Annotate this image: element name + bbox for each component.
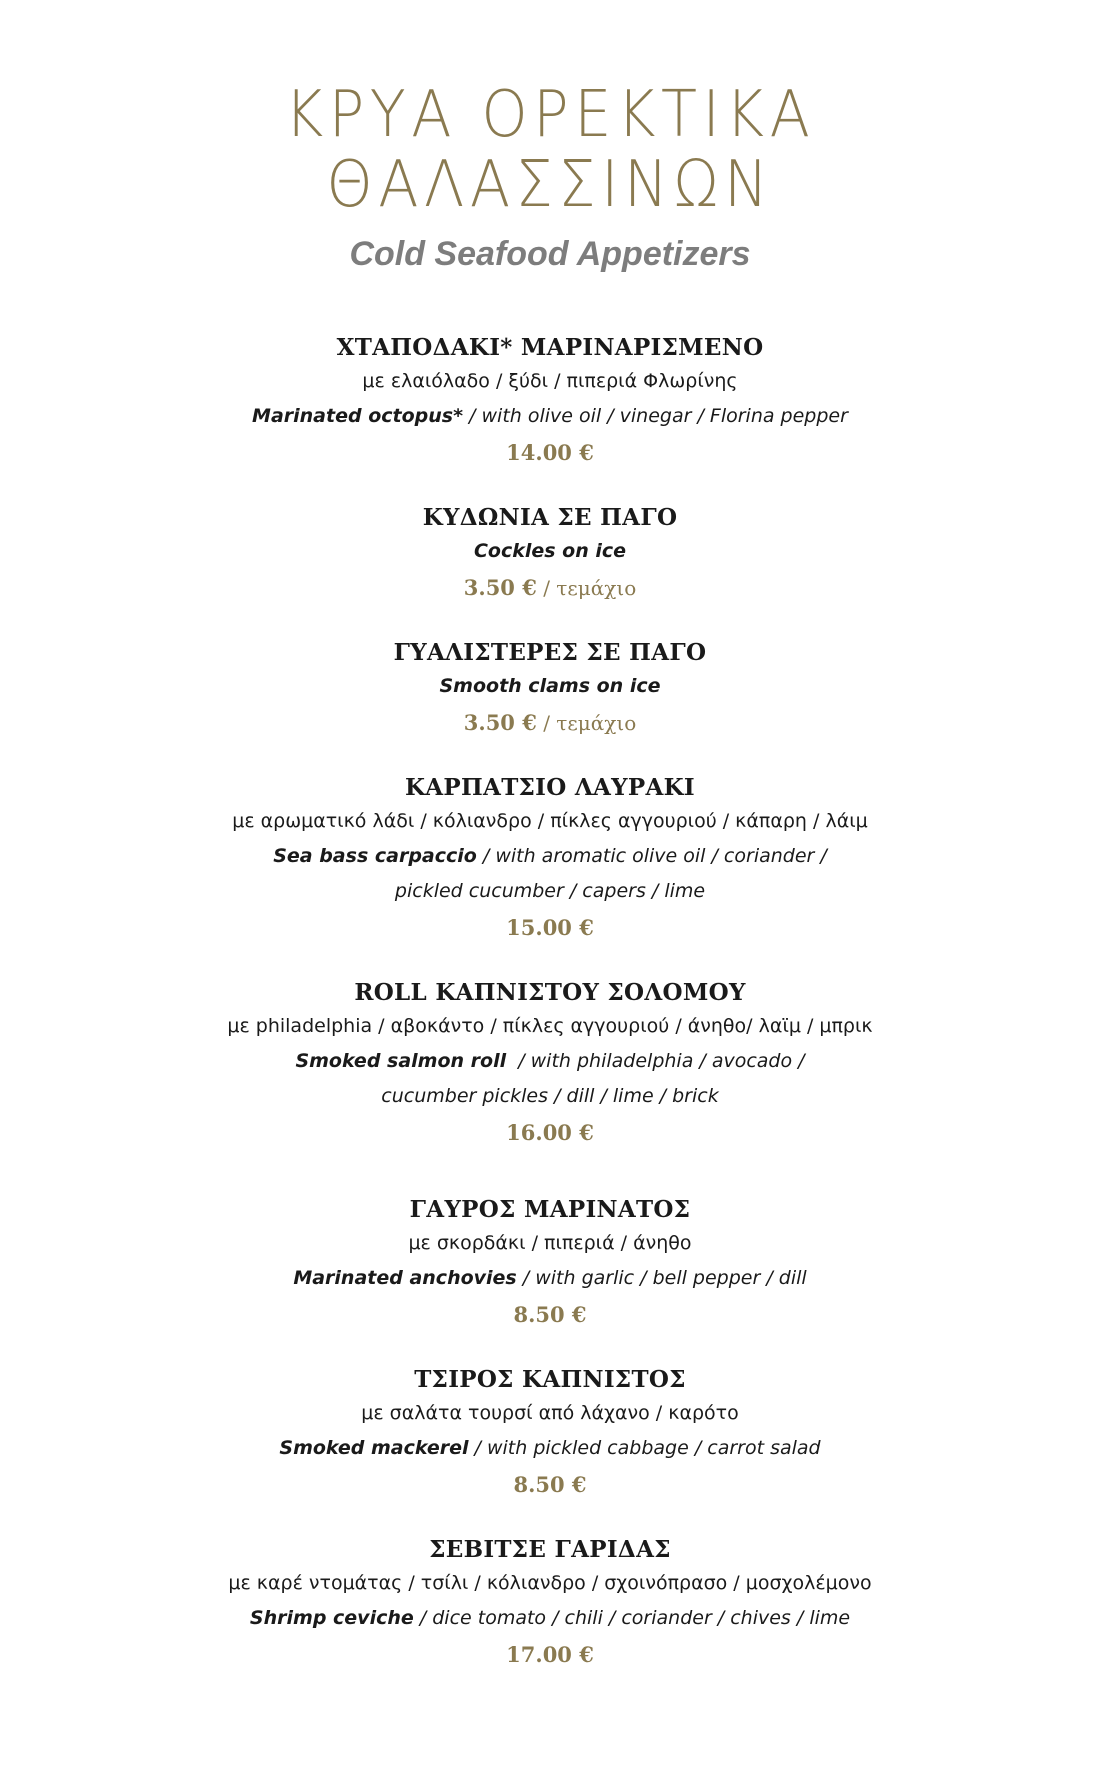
item-name: ΚΥΔΩΝΙΑ ΣΕ ΠΑΓΟ bbox=[422, 504, 678, 531]
item-greek-description: με ελαιόλαδο / ξύδι / πιπεριά Φλωρίνης bbox=[362, 370, 738, 392]
menu-item bbox=[0, 502, 1100, 605]
page-subtitle: Cold Seafood Appetizers bbox=[349, 235, 751, 273]
item-name: ΧΤΑΠΟΔΑΚΙ* ΜΑΡΙΝΑΡΙΣΜΕΝΟ bbox=[336, 334, 764, 361]
item-english-description bbox=[0, 669, 1100, 704]
menu-header bbox=[0, 0, 1100, 274]
item-english-name: Smooth clams on ice bbox=[439, 675, 661, 697]
item-english-details-continued: cucumber pickles / dill / lime / brick bbox=[381, 1085, 719, 1107]
item-english-description bbox=[0, 839, 1100, 874]
item-price: 16.00 € bbox=[506, 1120, 594, 1145]
item-english-details: / with olive oil / vinegar / Florina pepper bbox=[463, 405, 848, 427]
item-greek-description: με σαλάτα τουρσί από λάχανο / καρότο bbox=[361, 1402, 739, 1424]
item-english-name: Marinated anchovies bbox=[293, 1267, 517, 1289]
item-english-description bbox=[0, 534, 1100, 569]
item-price bbox=[0, 706, 1100, 740]
item-price-unit: / τεμάχιο bbox=[536, 711, 637, 735]
item-greek-description: με philadelphia / αβοκάντο / πίκλες αγγουριού / άνηθο/ λαϊμ / μπρικ bbox=[227, 1015, 873, 1037]
menu-item bbox=[0, 637, 1100, 740]
item-english-details: / with aromatic olive oil / coriander / bbox=[476, 845, 827, 867]
item-english-description bbox=[0, 399, 1100, 434]
item-name: ROLL ΚΑΠΝΙΣΤΟΥ ΣΟΛΟΜΟΥ bbox=[354, 979, 746, 1006]
item-english-name: Smoked mackerel bbox=[279, 1437, 469, 1459]
menu-item bbox=[0, 1194, 1100, 1332]
item-english-description bbox=[0, 1261, 1100, 1296]
item-english-details: / with pickled cabbage / carrot salad bbox=[468, 1437, 821, 1459]
item-english-name: Cockles on ice bbox=[473, 540, 627, 562]
item-price: 14.00 € bbox=[506, 440, 594, 465]
item-english-details: / with philadelphia / avocado / bbox=[506, 1050, 805, 1072]
item-greek-description: με αρωματικό λάδι / κόλιανδρο / πίκλες αγγουριού / κάπαρη / λάιμ bbox=[232, 810, 868, 832]
menu-item bbox=[0, 977, 1100, 1150]
item-english-name: Shrimp ceviche bbox=[249, 1607, 414, 1629]
item-price: 8.50 € bbox=[513, 1472, 587, 1497]
item-name: ΓΥΑΛΙΣΤΕΡΕΣ ΣΕ ΠΑΓΟ bbox=[393, 639, 707, 666]
item-english-description bbox=[0, 1431, 1100, 1466]
menu-item bbox=[0, 772, 1100, 945]
menu-item bbox=[0, 1534, 1100, 1672]
item-name: ΤΣΙΡΟΣ ΚΑΠΝΙΣΤΟΣ bbox=[414, 1366, 686, 1393]
item-name: ΣΕΒΙΤΣΕ ΓΑΡΙΔΑΣ bbox=[429, 1536, 671, 1563]
item-price: 17.00 € bbox=[506, 1642, 594, 1667]
item-english-name: Marinated octopus* bbox=[252, 405, 464, 427]
item-english-details: / with garlic / bell pepper / dill bbox=[516, 1267, 807, 1289]
item-price bbox=[0, 571, 1100, 605]
menu-item bbox=[0, 332, 1100, 470]
page-title-line-1: ΚΡΥΑ ΟΡΕΚΤΙΚΑ bbox=[284, 78, 816, 152]
item-english-name: Smoked salmon roll bbox=[295, 1050, 507, 1072]
item-greek-description: με καρέ ντομάτας / τσίλι / κόλιανδρο / σχοινόπρασο / μοσχολέμονο bbox=[228, 1572, 872, 1594]
item-price: 8.50 € bbox=[513, 1302, 587, 1327]
item-name: ΓΑΥΡΟΣ ΜΑΡΙΝΑΤΟΣ bbox=[409, 1196, 691, 1223]
item-english-description bbox=[0, 1044, 1100, 1079]
item-price-unit: / τεμάχιο bbox=[536, 576, 637, 600]
item-english-details: / dice tomato / chili / coriander / chives / lime bbox=[413, 1607, 851, 1629]
menu-item bbox=[0, 1364, 1100, 1502]
item-price: 15.00 € bbox=[506, 915, 594, 940]
menu-items bbox=[0, 332, 1100, 1672]
item-name: ΚΑΡΠΑΤΣΙΟ ΛΑΥΡΑΚΙ bbox=[405, 774, 695, 801]
item-english-name: Sea bass carpaccio bbox=[273, 845, 477, 867]
item-english-details-continued: pickled cucumber / capers / lime bbox=[394, 880, 706, 902]
item-price-value: 3.50 € bbox=[463, 710, 537, 735]
item-english-description bbox=[0, 1601, 1100, 1636]
page-title-line-2: ΘΑΛΑΣΣΙΝΩΝ bbox=[326, 148, 774, 222]
item-greek-description: με σκορδάκι / πιπεριά / άνηθο bbox=[408, 1232, 692, 1254]
item-price-value: 3.50 € bbox=[463, 575, 537, 600]
